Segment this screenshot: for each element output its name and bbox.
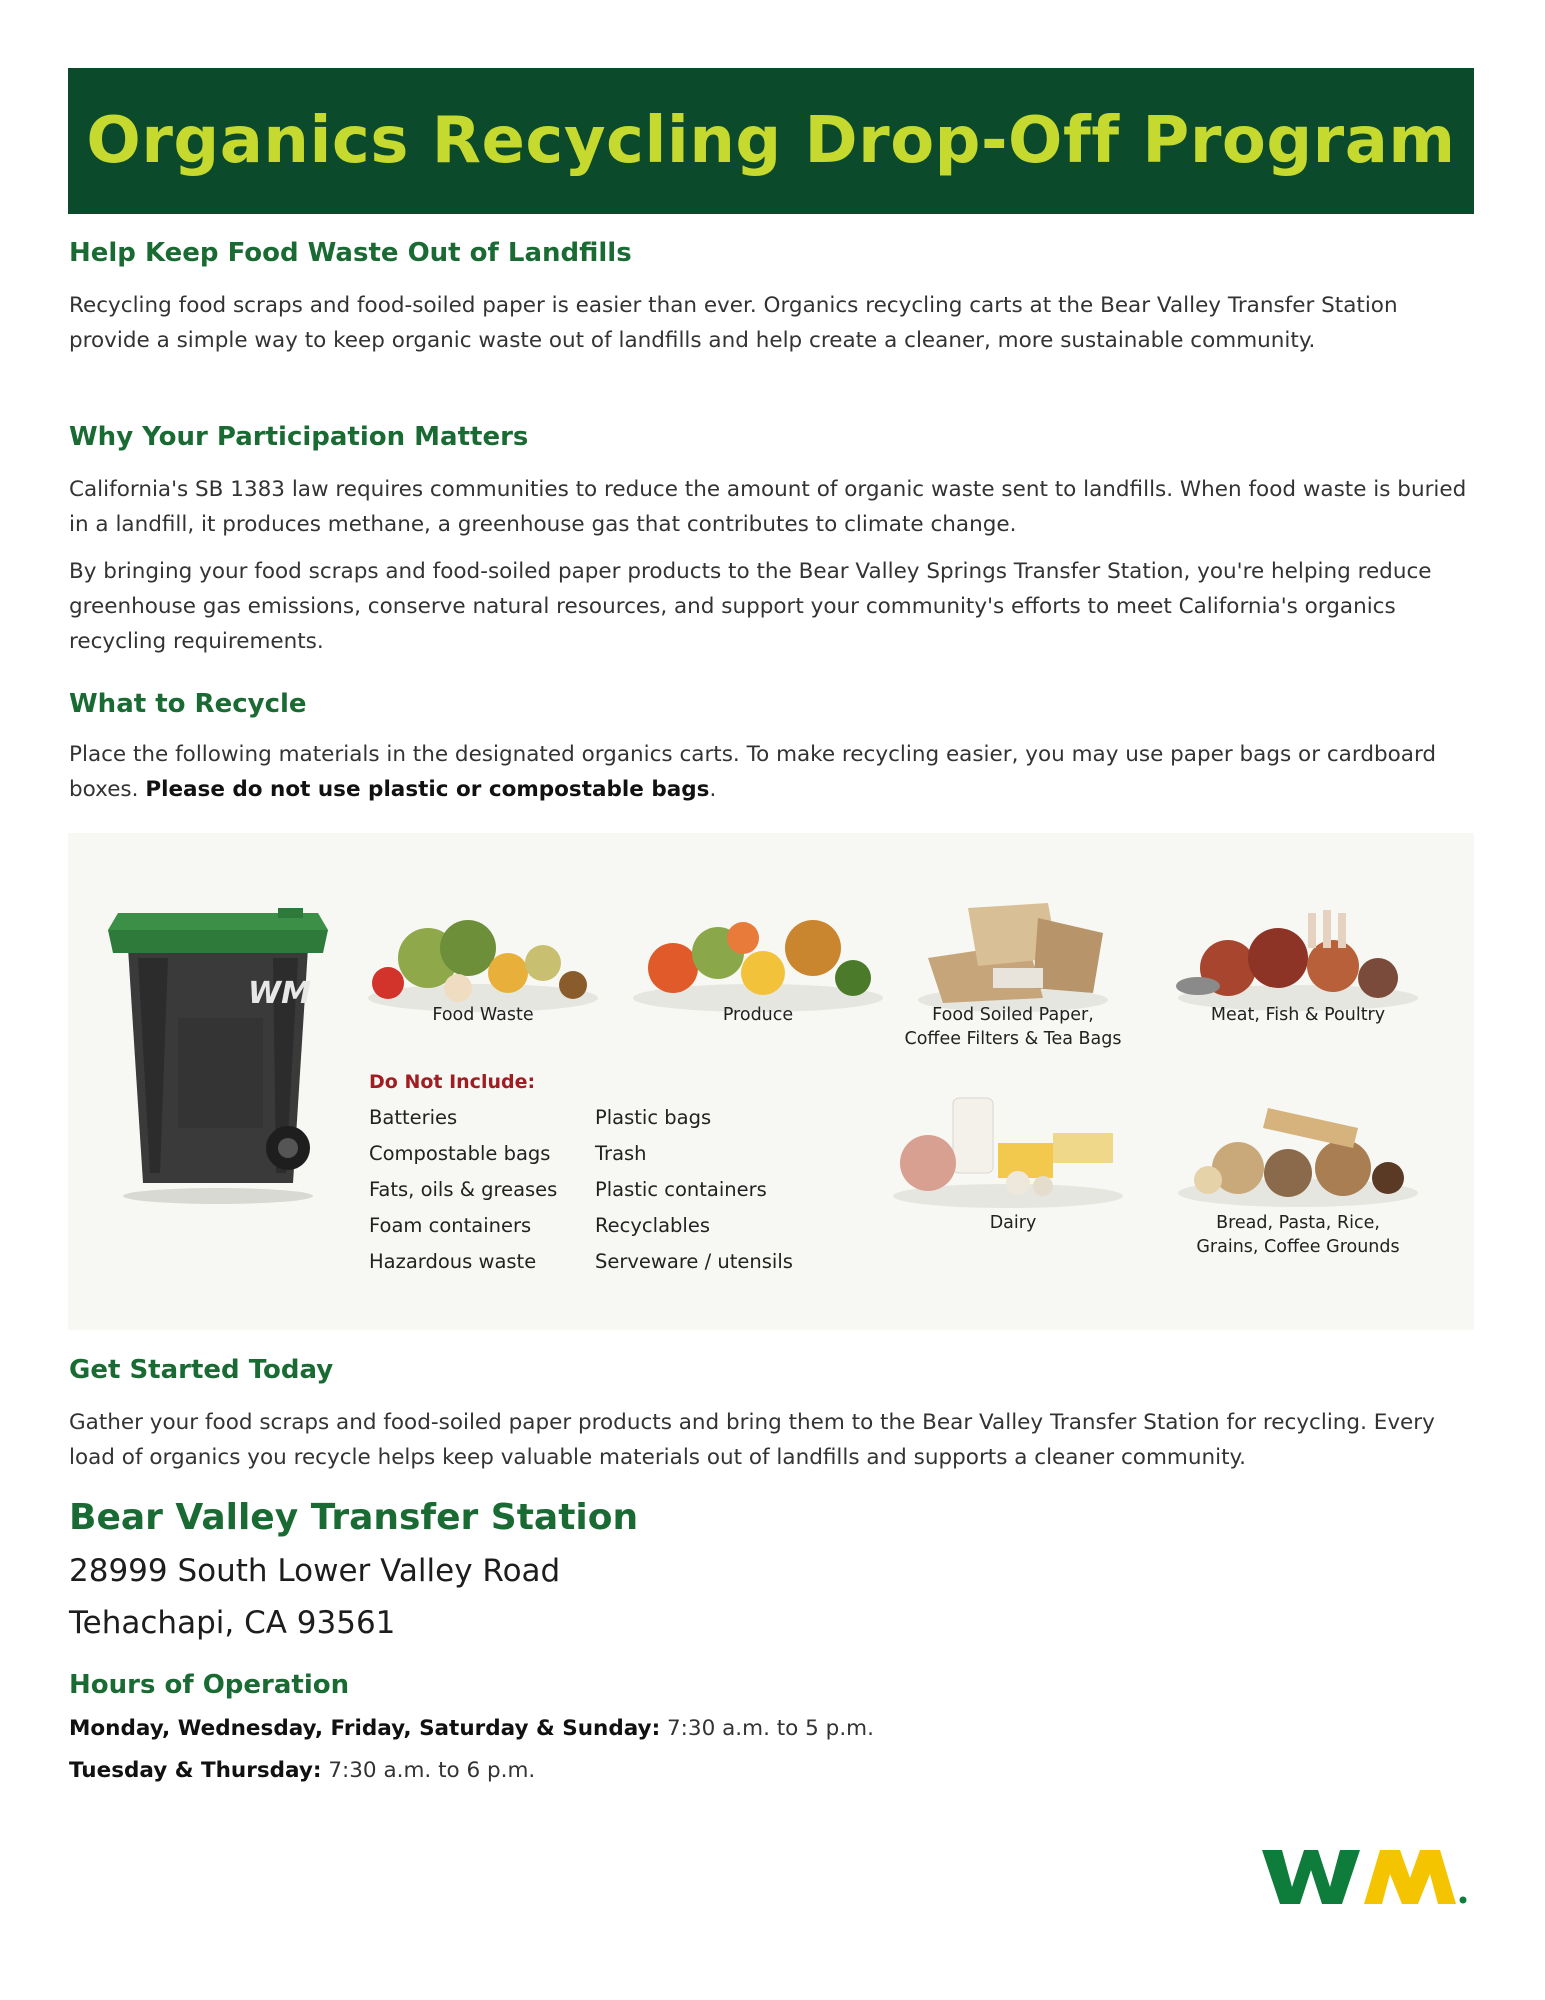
hours-line-1	[69, 1716, 874, 1741]
do-not-include-item: Batteries	[369, 1106, 458, 1129]
what-body-end: .	[709, 777, 717, 802]
why-body-1: California's SB 1383 law requires communities to reduce the amount of organic waste sent to landfills. When food waste is buried in a landfill, it produces methane, a greenhouse gas that contributes to climate change.	[69, 477, 1467, 537]
meat-fish-poultry-image	[1168, 898, 1428, 1018]
help-heading: Help Keep Food Waste Out of Landfills	[69, 238, 632, 268]
do-not-include-item: Compostable bags	[369, 1142, 551, 1165]
start-body: Gather your food scraps and food-soiled paper products and bring them to the Bear Valley Transfer Station for recycling. Every load of organics you recycle helps keep valuable materials out of landfills and supports a cleaner community.	[69, 1410, 1435, 1470]
title-banner	[68, 68, 1474, 214]
food-soiled-paper-image	[908, 888, 1118, 1018]
help-body: Recycling food scraps and food-soiled paper is easier than ever. Organics recycling carts at the Bear Valley Transfer Station provide a simple way to keep organic waste out of landfills and help create a cleaner, more sustainable community.	[69, 293, 1398, 353]
do-not-include-item: Foam containers	[369, 1214, 532, 1237]
hours-line-1-time: 7:30 a.m. to 5 p.m.	[660, 1716, 874, 1741]
cart-logo-text: WM	[248, 976, 311, 1011]
start-heading: Get Started Today	[69, 1355, 334, 1385]
hours-heading: Hours of Operation	[69, 1670, 350, 1700]
what-body-warning: Please do not use plastic or compostable bags	[145, 777, 710, 802]
dairy-label: Dairy	[989, 1213, 1037, 1233]
bread-label-line2: Grains, Coffee Grounds	[1196, 1237, 1400, 1257]
bread-label-line1: Bread, Pasta, Rice,	[1216, 1213, 1380, 1233]
food-soiled-paper-label	[888, 1003, 1138, 1051]
do-not-include-item: Plastic bags	[595, 1106, 712, 1129]
page-title: Organics Recycling Drop-Off Program	[86, 104, 1456, 178]
food-waste-label: Food Waste	[432, 1005, 534, 1025]
what-body	[69, 737, 1479, 807]
city-state-zip: Tehachapi, CA 93561	[69, 1605, 396, 1641]
produce-label: Produce	[722, 1005, 794, 1025]
dairy-image	[878, 1088, 1138, 1213]
meat-fish-poultry-label: Meat, Fish & Poultry	[1210, 1005, 1386, 1025]
materials-panel	[68, 833, 1474, 1330]
hours-line-1-days: Monday, Wednesday, Friday, Saturday & Sunday:	[69, 1716, 661, 1741]
organics-cart-image	[98, 898, 338, 1208]
paper-label-line2: Coffee Filters & Tea Bags	[904, 1029, 1122, 1049]
do-not-include-title: Do Not Include:	[369, 1071, 536, 1093]
hours-line-2-time: 7:30 a.m. to 6 p.m.	[321, 1758, 536, 1783]
paper-label-line1: Food Soiled Paper,	[932, 1005, 1094, 1025]
what-heading: What to Recycle	[69, 689, 307, 719]
street-address: 28999 South Lower Valley Road	[69, 1553, 561, 1589]
food-waste-image	[358, 903, 608, 1018]
do-not-include-item: Hazardous waste	[369, 1250, 537, 1273]
do-not-include-item: Serveware / utensils	[595, 1250, 793, 1273]
station-name: Bear Valley Transfer Station	[69, 1497, 639, 1538]
do-not-include-item: Trash	[595, 1142, 647, 1165]
why-heading: Why Your Participation Matters	[69, 422, 529, 452]
produce-image	[623, 893, 893, 1018]
do-not-include-item: Recyclables	[595, 1214, 710, 1237]
hours-line-2	[69, 1758, 535, 1783]
bread-pasta-rice-image	[1168, 1088, 1428, 1213]
do-not-include-item: Plastic containers	[595, 1178, 767, 1201]
hours-line-2-days: Tuesday & Thursday:	[69, 1758, 322, 1783]
do-not-include-item: Fats, oils & greases	[369, 1178, 558, 1201]
why-body-2: By bringing your food scraps and food-soiled paper products to the Bear Valley Springs Transfer Station, you're helping reduce greenhouse gas emissions, conserve natural resources, and support your community's efforts to meet California's organics recycling requirements.	[69, 559, 1432, 654]
what-body-text: Place the following materials in the designated organics carts. To make recycling easier, you may use paper bags or cardboard boxes.	[69, 742, 1437, 802]
wm-logo	[1260, 1842, 1480, 1912]
bread-pasta-rice-label	[1168, 1211, 1428, 1259]
